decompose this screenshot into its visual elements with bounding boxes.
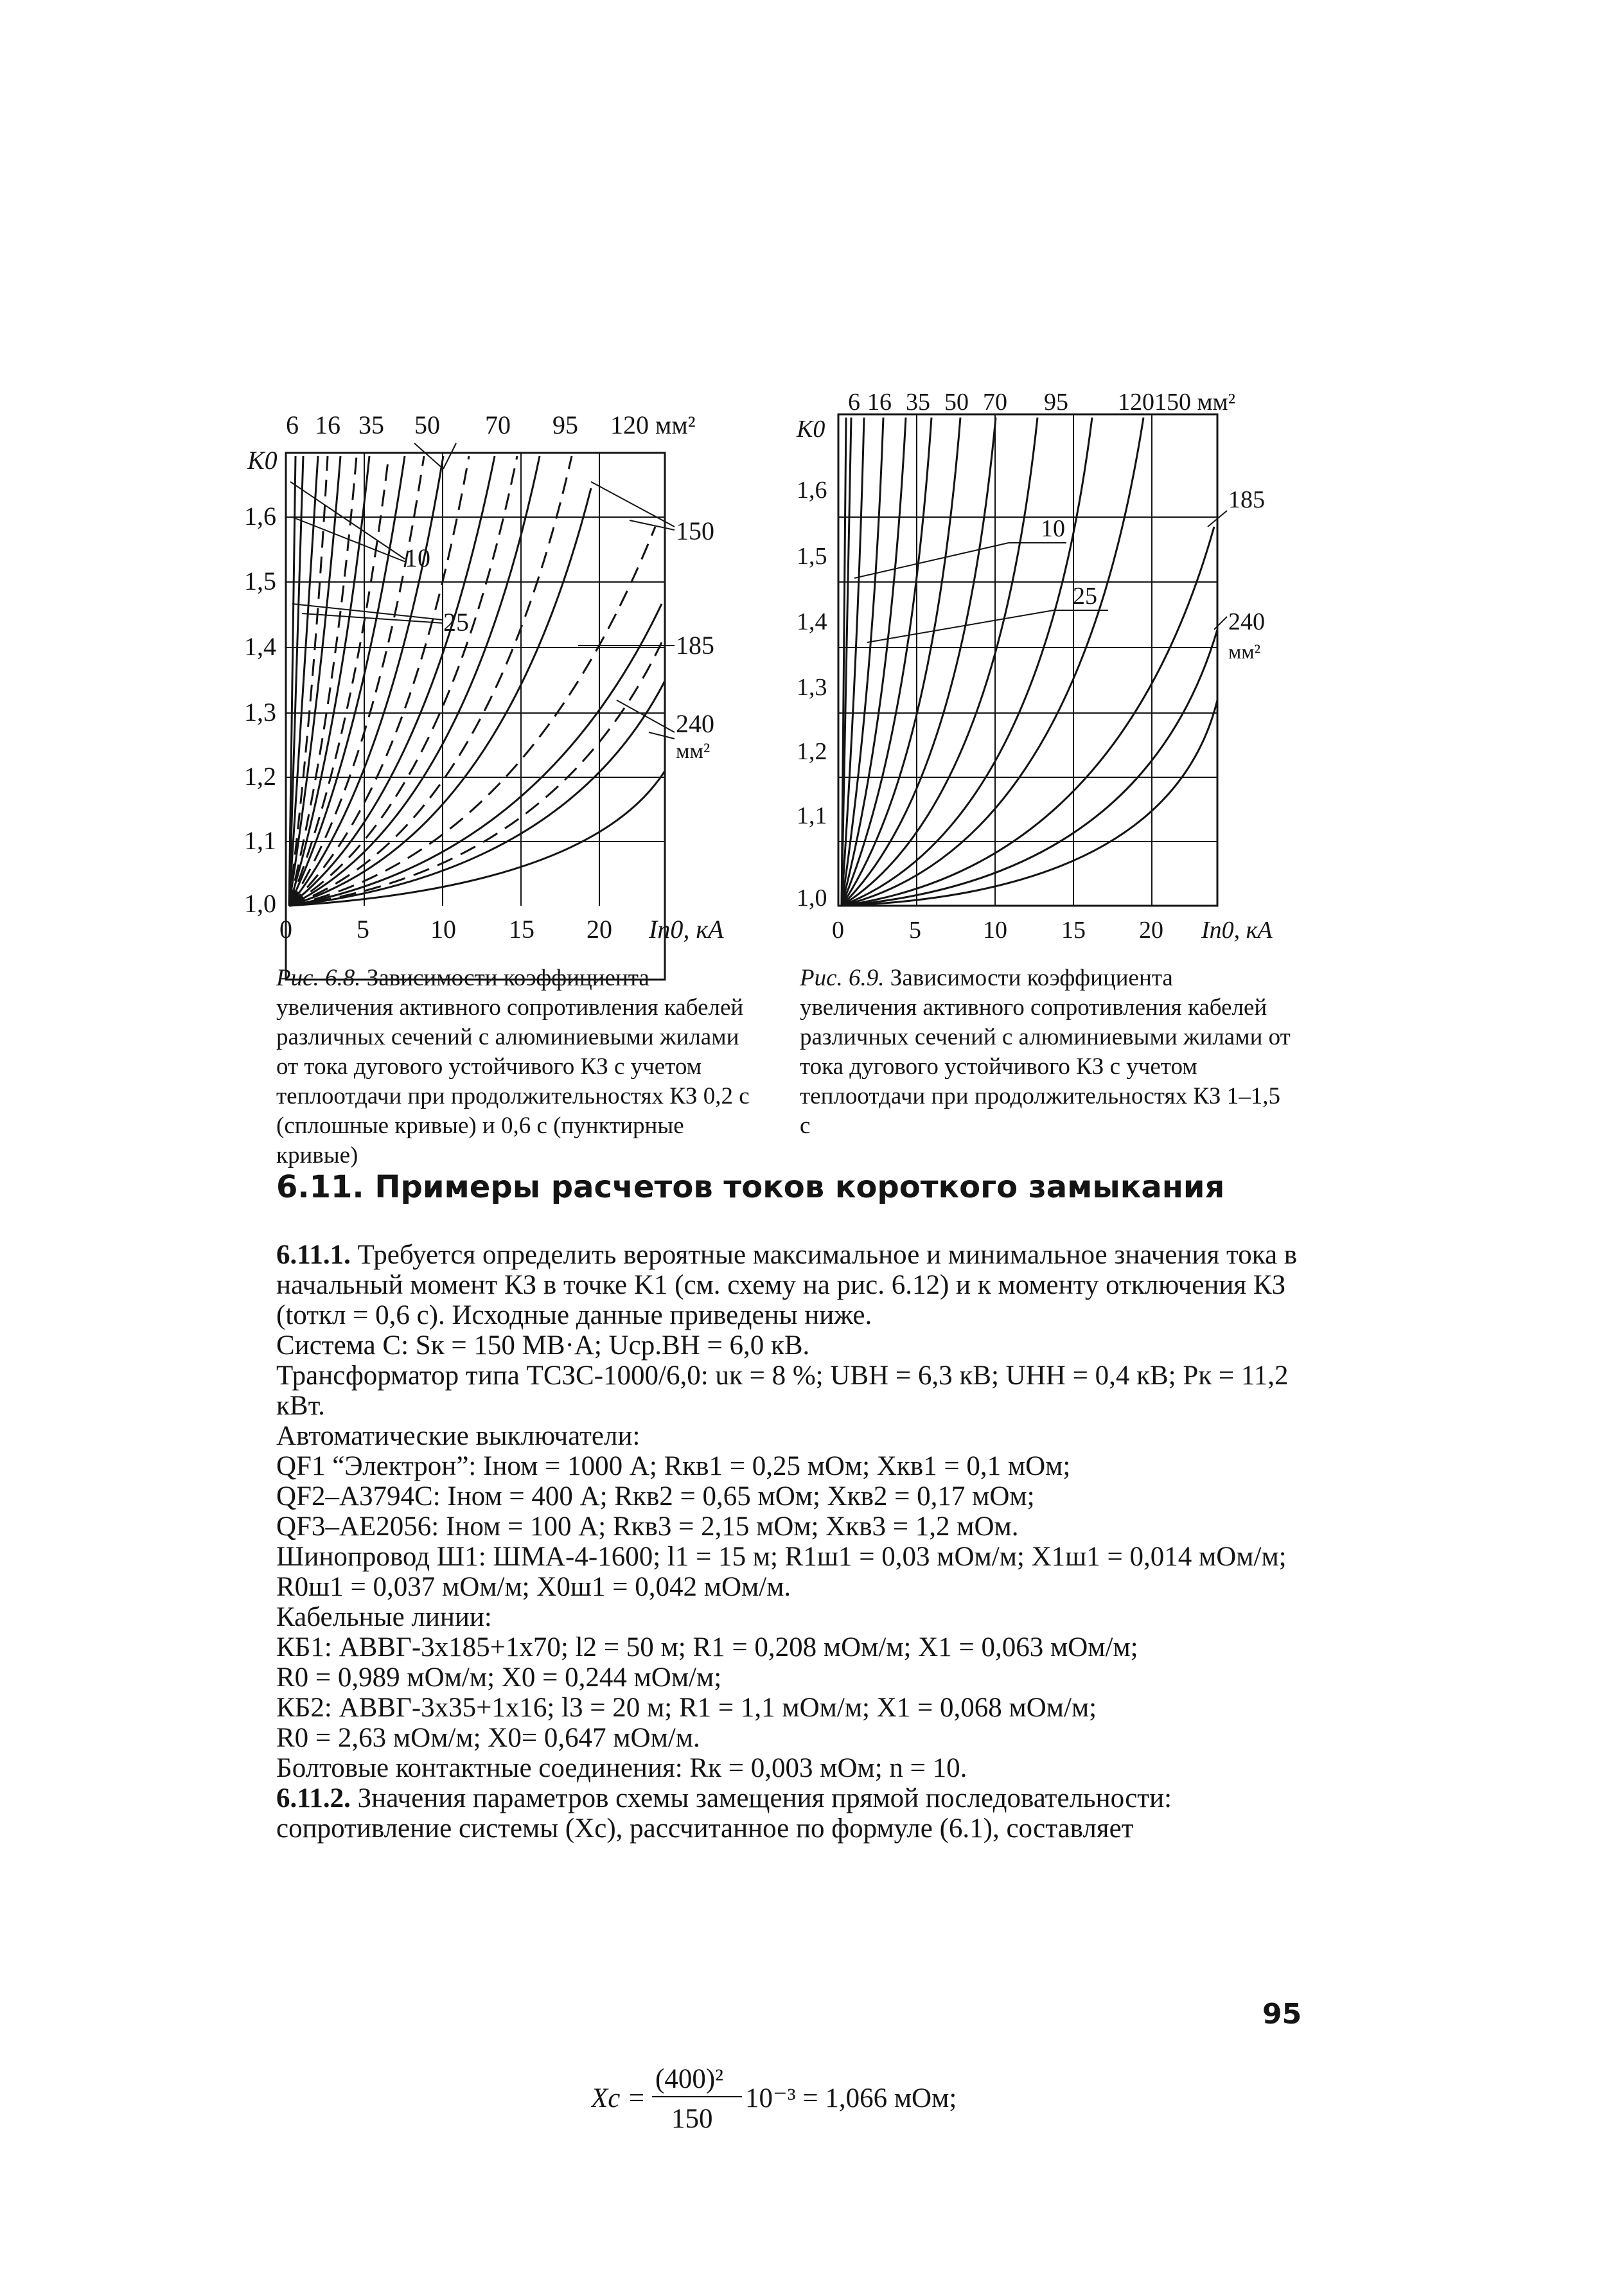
xs-label: 16 — [867, 389, 892, 416]
y-tick: 1,6 — [797, 477, 827, 504]
caption-right — [800, 964, 1294, 1141]
x-tick: 5 — [357, 915, 369, 944]
xs-label: 120 мм² — [610, 410, 696, 439]
y-axis-label: K0 — [797, 416, 825, 443]
formula-lhs: Xc = — [591, 2083, 646, 2113]
inline-label: 10 — [1041, 515, 1065, 542]
formula-numerator: (400)² — [655, 2064, 724, 2094]
text-line: Кабельные линии: — [276, 1602, 492, 1632]
x-axis-label: Iп0, кА — [649, 915, 724, 944]
x-tick: 20 — [587, 915, 612, 944]
paragraph — [276, 1240, 1298, 1330]
text-line: Автоматические выключатели: — [276, 1421, 640, 1451]
formula — [591, 2056, 1169, 2139]
formula-svg — [591, 2056, 1169, 2139]
xs-label: 70 — [485, 410, 511, 439]
xs-label: 70 — [983, 389, 1007, 416]
caption-number: Рис. 6.8. — [276, 965, 361, 991]
x-tick: 5 — [909, 917, 921, 944]
text-line: КБ1: АВВГ-3х185+1х70; l2 = 50 м; R1 = 0,208 мОм/м; X1 = 0,063 мОм/м; — [276, 1632, 1138, 1662]
paragraph-number: 6.11.1. — [276, 1240, 351, 1270]
inline-label: 240 — [676, 709, 714, 738]
text-line: R0 = 0,989 мОм/м; X0 = 0,244 мОм/м; — [276, 1662, 722, 1693]
page-number: 95 — [1262, 1998, 1302, 2031]
section-title: 6.11. Примеры расчетов токов короткого замыкания — [276, 1169, 1225, 1205]
text-line: R0ш1 = 0,037 мОм/м; X0ш1 = 0,042 мОм/м. — [276, 1572, 791, 1602]
xs-label: 35 — [358, 410, 384, 439]
x-tick: 0 — [279, 915, 292, 944]
paragraph-text: Значения параметров схемы замещения прямой последовательности: сопротивление системы (Xс), рассчитанное по формуле (6.1), составляет — [276, 1783, 1172, 1844]
y-tick: 1,0 — [797, 885, 827, 912]
text-line: Болтовые контактные соединения: Rк = 0,003 мОм; n = 10. — [276, 1753, 967, 1783]
xs-label: 95 — [552, 410, 578, 439]
text-line: QF1 “Электрон”: Iном = 1000 А; Rкв1 = 0,25 мОм; Xкв1 = 0,1 мОм; — [276, 1451, 1071, 1481]
x-tick: 20 — [1139, 917, 1163, 944]
y-tick: 1,2 — [797, 738, 827, 765]
y-tick: 1,5 — [244, 567, 276, 595]
inline-label: 10 — [405, 543, 430, 572]
y-tick: 1,3 — [797, 674, 827, 701]
inline-label: 25 — [443, 608, 469, 637]
x-tick: 15 — [1061, 917, 1086, 944]
y-tick: 1,5 — [797, 543, 827, 570]
formula-denominator: 150 — [671, 2104, 713, 2134]
xs-label: 6 — [286, 410, 299, 439]
caption-left — [276, 964, 764, 1170]
y-tick: 1,3 — [244, 698, 276, 727]
y-tick: 1,1 — [797, 802, 827, 829]
caption-number: Рис. 6.9. — [800, 965, 885, 991]
figure-right-labels — [784, 389, 1311, 964]
xs-label: 35 — [906, 389, 930, 416]
figure-left-labels — [231, 398, 758, 964]
paragraph — [276, 1783, 1298, 1844]
x-tick: 10 — [430, 915, 456, 944]
inline-label: 25 — [1073, 583, 1097, 610]
text-line: R0 = 2,63 мОм/м; X0= 0,647 мОм/м. — [276, 1723, 700, 1753]
inline-label: 240 — [1228, 608, 1265, 635]
paragraph-text: Требуется определить вероятные максимальное и минимальное значения тока в начальный момент КЗ в точке K1 (см. схему на рис. 6.12) и к моменту отключения КЗ (tоткл = 0,6 с). Исходные данные приведены ниже. — [276, 1240, 1298, 1330]
text-line: Шинопровод Ш1: ШМА-4-1600; l1 = 15 м; R1ш1 = 0,03 мОм/м; X1ш1 = 0,014 мОм/м; — [276, 1542, 1287, 1572]
xs-label: 50 — [414, 410, 440, 439]
formula-rhs: 10⁻³ = 1,066 мОм; — [745, 2083, 957, 2113]
y-tick: 1,0 — [244, 889, 276, 918]
xs-label: 120150 мм² — [1118, 389, 1235, 416]
inline-label: 150 — [676, 516, 714, 545]
xs-label: 6 — [848, 389, 860, 416]
text-line: Система С: Sк = 150 МВ·А; Uср.ВН = 6,0 кВ. — [276, 1330, 810, 1361]
x-axis-label: Iп0, кА — [1201, 917, 1273, 944]
text-line: КБ2: АВВГ-3х35+1х16; l3 = 20 м; R1 = 1,1 мОм/м; X1 = 0,068 мОм/м; — [276, 1693, 1097, 1723]
inline-label: мм² — [676, 739, 710, 763]
inline-label: 185 — [676, 631, 714, 660]
y-tick: 1,1 — [244, 826, 276, 855]
x-tick: 0 — [832, 917, 844, 944]
caption-text: Зависимости коэффициента увеличения активного сопротивления кабелей различных сечений с алюминиевыми жилами от тока дугового устойчивого КЗ с учетом теплоотдачи при продолжительностях КЗ 1–1,5 с — [800, 965, 1291, 1139]
x-tick: 10 — [983, 917, 1007, 944]
y-tick: 1,4 — [244, 632, 276, 661]
inline-label: мм² — [1228, 640, 1261, 663]
x-tick: 15 — [509, 915, 534, 944]
text-line: QF3–АЕ2056: Iном = 100 А; Rкв3 = 2,15 мОм; Xкв3 = 1,2 мОм. — [276, 1512, 1019, 1542]
figure-left — [231, 398, 758, 964]
y-tick: 1,6 — [244, 502, 276, 531]
inline-label: 185 — [1228, 486, 1265, 513]
y-tick: 1,2 — [244, 762, 276, 791]
caption-text: Зависимости коэффициента увеличения активного сопротивления кабелей различных сечений с алюминиевыми жилами от тока дугового устойчивого КЗ с учетом теплоотдачи при продолжительностях КЗ 0,2 с (сплошные кривые) и 0,6 с (пунктирные кривые) — [276, 965, 750, 1168]
text-line: QF2–А3794С: Iном = 400 А; Rкв2 = 0,65 мОм; Xкв2 = 0,17 мОм; — [276, 1481, 1035, 1512]
xs-label: 16 — [315, 410, 340, 439]
xs-label: 95 — [1044, 389, 1068, 416]
y-axis-label: K0 — [247, 446, 278, 475]
xs-label: 50 — [944, 389, 969, 416]
body-text — [276, 1240, 1298, 1844]
text-line: Трансформатор типа ТСЗС-1000/6,0: uк = 8 %; UВН = 6,3 кВ; UНН = 0,4 кВ; Pк = 11,2 кВт. — [276, 1361, 1289, 1421]
figure-right — [784, 389, 1311, 964]
y-tick: 1,4 — [797, 608, 827, 635]
paragraph-number: 6.11.2. — [276, 1783, 351, 1813]
